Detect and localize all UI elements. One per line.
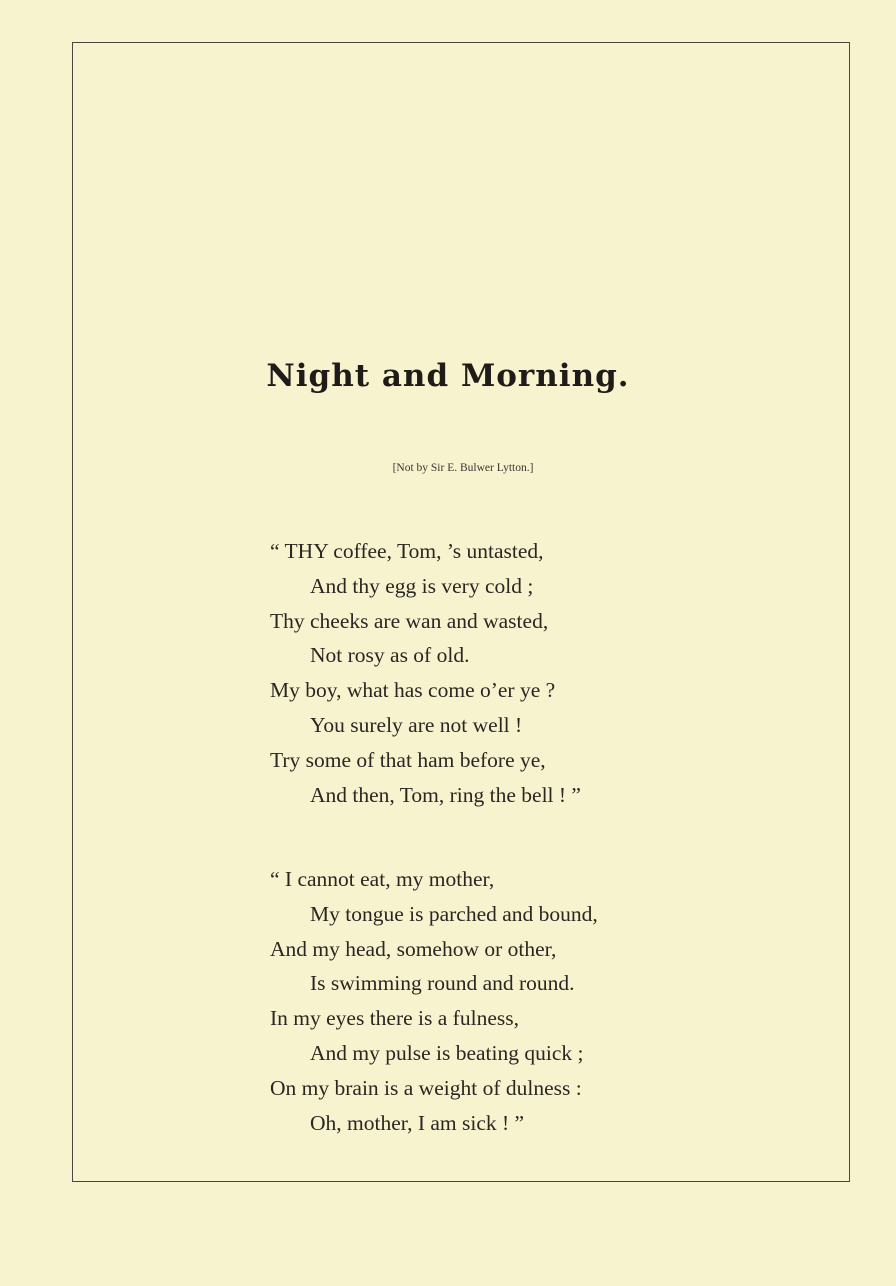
poem-line: “ THY coffee, Tom, ’s untasted,: [270, 539, 544, 563]
poem-line: “ I cannot eat, my mother,: [270, 867, 495, 891]
poem-line: And my pulse is beating quick ;: [310, 1040, 584, 1065]
poem-line: Thy cheeks are wan and wasted,: [270, 608, 549, 633]
poem-line: And my head, somehow or other,: [270, 936, 557, 961]
stanza-2: [270, 862, 790, 1140]
poem-line: My tongue is parched and bound,: [310, 901, 598, 926]
poem-line: In my eyes there is a fulness,: [270, 1006, 519, 1031]
poem-line: Oh, mother, I am sick ! ”: [310, 1110, 525, 1135]
poem-title: Night and Morning.: [266, 358, 630, 394]
poem-line: You surely are not well !: [310, 712, 523, 737]
poem-subtitle: [Not by Sir E. Bulwer Lytton.]: [392, 462, 534, 474]
poem-line: On my brain is a weight of dulness :: [270, 1075, 582, 1100]
poem-line: Not rosy as of old.: [310, 643, 470, 668]
stanza-1: [270, 534, 790, 812]
poem-line: And thy egg is very cold ;: [310, 573, 534, 598]
poem-line: And then, Tom, ring the bell ! ”: [310, 782, 581, 807]
poem-line: Is swimming round and round.: [310, 971, 575, 996]
poem-line: My boy, what has come o’er ye ?: [270, 678, 556, 703]
poem-line: Try some of that ham before ye,: [270, 747, 546, 772]
